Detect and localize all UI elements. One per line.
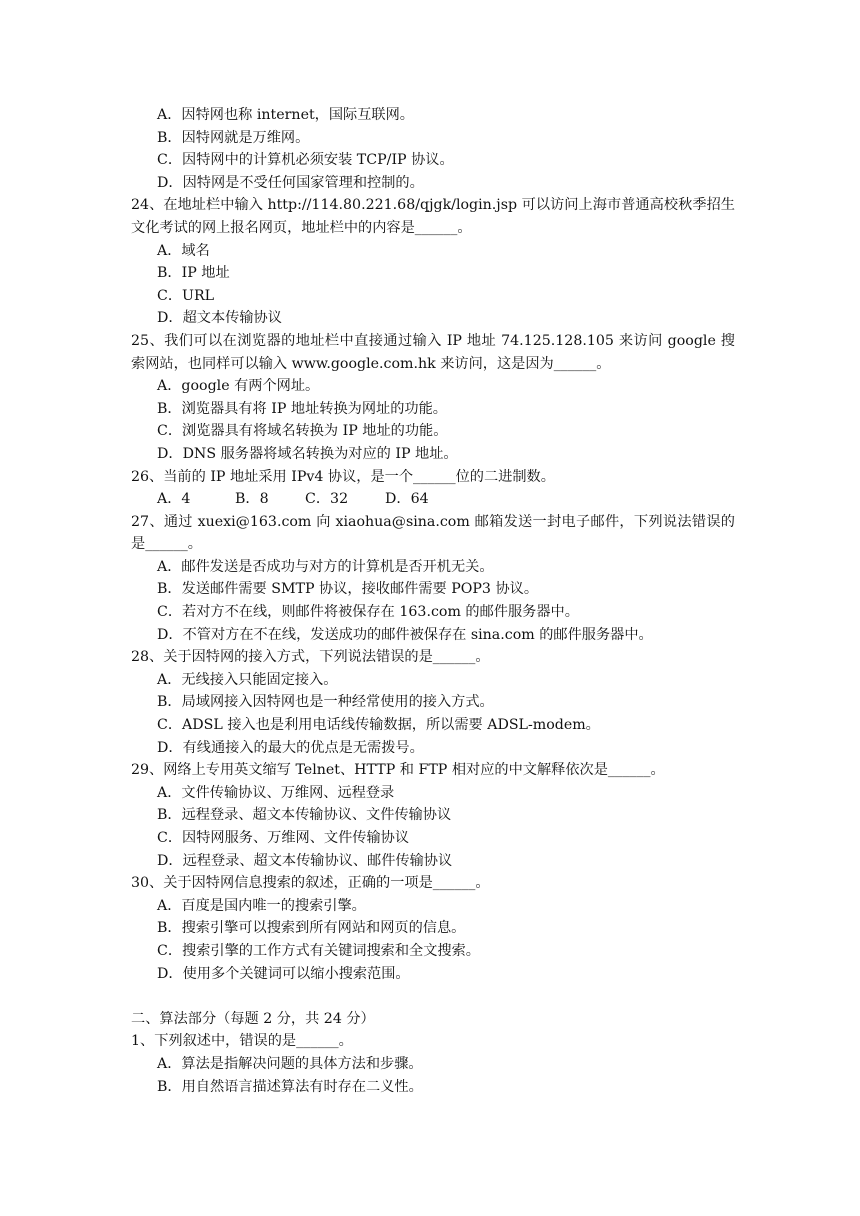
question-26 (131, 466, 735, 511)
option-b: B．IP 地址 (157, 265, 230, 282)
option-a: A．百度是国内唯一的搜索引擎。 (157, 897, 366, 914)
option-c: C．若对方不在线，则邮件将被保存在 163.com 的邮件服务器中。 (157, 604, 579, 621)
question-stem: 25、我们可以在浏览器的地址栏中直接通过输入 IP 地址 74.125.128.105 来访问 google 搜索网站，也同样可以输入 www.google.com.hk 来访问，这是因为______。 (131, 332, 735, 372)
option-d: D．64 (385, 491, 429, 508)
option-d: D．超文本传输协议 (157, 310, 282, 327)
question-stem: 29、网络上专用英文缩写 Telnet、HTTP 和 FTP 相对应的中文解释依次是______。 (131, 762, 665, 779)
question-stem: 26、当前的 IP 地址采用 IPv4 协议，是一个______位的二进制数。 (131, 468, 555, 485)
option-d: D．DNS 服务器将域名转换为对应的 IP 地址。 (157, 445, 458, 462)
exam-document (131, 104, 735, 1098)
option-d: D．使用多个关键词可以缩小搜索范围。 (157, 965, 410, 982)
question-stem: 28、关于因特网的接入方式，下列说法错误的是______。 (131, 649, 490, 666)
question-24 (131, 194, 735, 330)
option-d: D．不管对方在不在线，发送成功的邮件被保存在 sina.com 的邮件服务器中。 (157, 626, 653, 643)
option-a: A．因特网也称 internet，国际互联网。 (157, 107, 414, 123)
option-b: B．搜索引擎可以搜索到所有网站和网页的信息。 (157, 920, 466, 937)
question-23-options (131, 104, 735, 194)
option-a: A．邮件发送是否成功与对方的计算机是否开机无关。 (157, 558, 494, 575)
question-stem: 30、关于因特网信息搜索的叙述，正确的一项是______。 (131, 875, 490, 892)
question-29 (131, 759, 735, 872)
option-a: A．域名 (157, 242, 210, 259)
question-stem: 1、下列叙述中，错误的是______。 (131, 1033, 353, 1050)
option-a: A．无线接入只能固定接入。 (157, 671, 338, 688)
option-d: D．因特网是不受任何国家管理和控制的。 (157, 174, 424, 191)
option-b: B．局域网接入因特网也是一种经常使用的接入方式。 (157, 694, 494, 711)
option-b: B．发送邮件需要 SMTP 协议，接收邮件需要 POP3 协议。 (157, 581, 539, 598)
question-stem: 24、在地址栏中输入 http://114.80.221.68/qjgk/login.jsp 可以访问上海市普通高校秋季招生文化考试的网上报名网页，地址栏中的内容是______。 (131, 197, 735, 236)
inline-options (131, 488, 735, 511)
option-c: C．URL (157, 287, 215, 304)
question-stem: 27、通过 xuexi@163.com 向 xiaohua@sina.com 邮箱发送一封电子邮件，下列说法错误的是______。 (131, 513, 735, 553)
option-a: A．google 有两个网址。 (157, 378, 320, 395)
option-a: A．算法是指解决问题的具体方法和步骤。 (157, 1055, 423, 1072)
option-c: C．浏览器具有将域名转换为 IP 地址的功能。 (157, 423, 448, 440)
option-c: C．32 (305, 491, 349, 508)
question-30 (131, 872, 735, 985)
question-25 (131, 330, 735, 466)
option-d: D．远程登录、超文本传输协议、邮件传输协议 (157, 852, 453, 869)
blank-line (131, 985, 735, 1008)
option-b: B．用自然语言描述算法有时存在二义性。 (157, 1078, 423, 1095)
option-c: C．ADSL 接入也是利用电话线传输数据，所以需要 ADSL-modem。 (157, 717, 600, 734)
option-b: B．因特网就是万维网。 (157, 129, 310, 146)
option-c: C．因特网服务、万维网、文件传输协议 (157, 830, 410, 846)
option-b: B．8 (235, 491, 269, 508)
option-c: C．因特网中的计算机必须安装 TCP/IP 协议。 (157, 152, 454, 169)
option-b: B．远程登录、超文本传输协议、文件传输协议 (157, 807, 452, 824)
option-a: A．4 (157, 491, 191, 508)
question-27 (131, 511, 735, 647)
section-heading: 二、算法部分（每题 2 分，共 24 分） (131, 1010, 375, 1027)
option-d: D．有线通接入的最大的优点是无需拨号。 (157, 739, 424, 756)
option-b: B．浏览器具有将 IP 地址转换为网址的功能。 (157, 400, 447, 417)
option-c: C．搜索引擎的工作方式有关键词搜索和全文搜索。 (157, 942, 480, 959)
section-2-question-1 (131, 1030, 735, 1098)
option-a: A．文件传输协议、万维网、远程登录 (157, 784, 395, 801)
question-28 (131, 646, 735, 759)
